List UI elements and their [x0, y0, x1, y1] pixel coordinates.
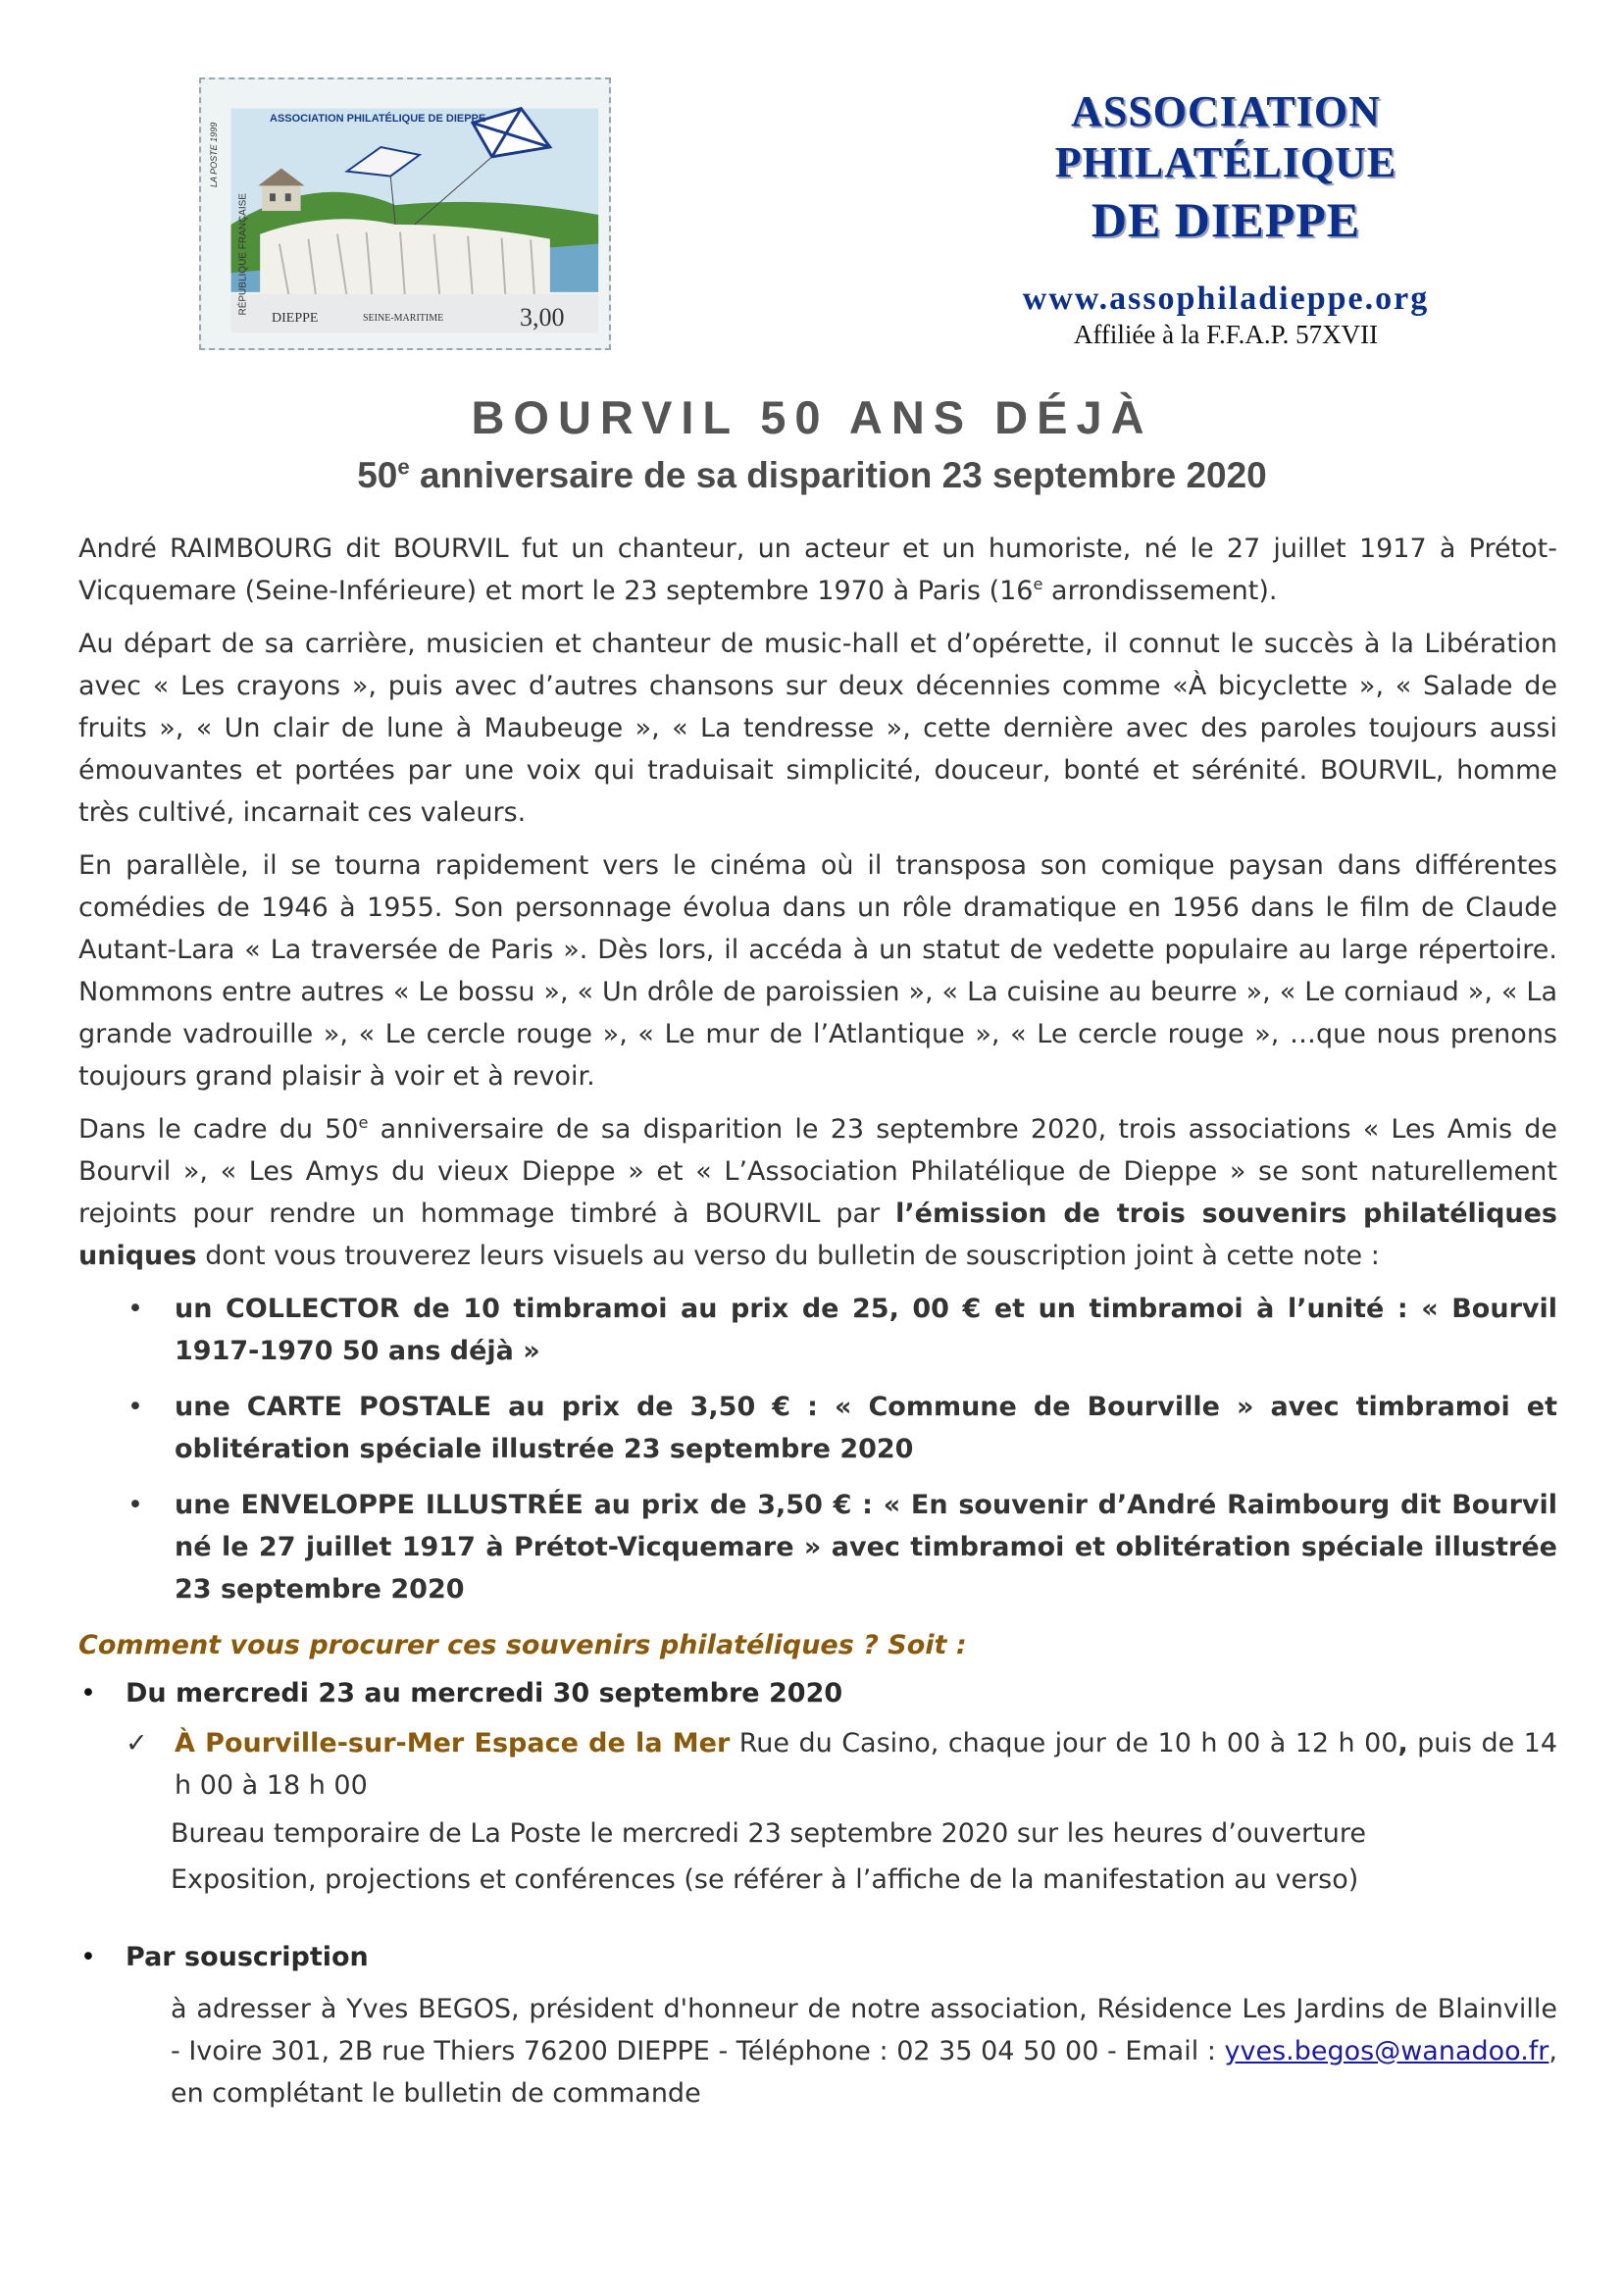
offers-list: [78, 1288, 1557, 1610]
event-post-office: Bureau temporaire de La Poste le mercredi 23 septembre 2020 sur les heures d’ouverture: [171, 1818, 1366, 1849]
event-location: À Pourville-sur-Mer Espace de la Mer: [175, 1728, 731, 1759]
stamp-image: [199, 77, 611, 350]
website-link[interactable]: www.assophiladieppe.org: [1022, 280, 1430, 317]
email-link[interactable]: yves.begos@wanadoo.fr: [1224, 2036, 1549, 2066]
association-name-line3: DE DIEPPE: [1091, 192, 1361, 247]
how-to-get-heading: Comment vous procurer ces souvenirs philatéliques ? Soit :: [78, 1630, 967, 1660]
checkmark-icon: ✓: [126, 1728, 148, 1759]
offer-collector: • un COLLECTOR de 10 timbramoi au prix de 25, 00 € et un timbramoi à l’unité : « Bourvil 1917-1970 50 ans déjà »: [78, 1288, 1557, 1372]
event-hours-afternoon: puis de 14 h 00 à 18 h 00: [175, 1728, 1558, 1801]
offer-postcard: • une CARTE POSTALE au prix de 3,50 € : « Commune de Bourville » avec timbramoi et oblitération spéciale illustrée 23 septembre 2020: [78, 1386, 1557, 1470]
paragraph-anniversary: Dans le cadre du 50e anniversaire de sa disparition le 23 septembre 2020, trois associations « Les Amis de Bourvil », « Les Amys du vieux Dieppe » et « L’Association Philatélique de Dieppe » se sont naturellement rejoints pour rendre un hommage timbré à BOURVIL par l’émission de trois souvenirs philatéliques uniques dont vous trouverez leurs visuels au verso du bulletin de souscription joint à cette note :: [78, 1113, 1557, 1271]
association-name-line1: ASSOCIATION: [1071, 87, 1381, 135]
section-subscription-title: • Par souscription: [78, 1936, 1557, 1978]
paragraph-career: Au départ de sa carrière, musicien et chanteur de music-hall et d’opérette, il connut le succès à la Libération avec « Les crayons », puis avec d’autres chansons sur deux décennies comme «À bicyclette », « Salade de fruits », « Un clair de lune à Maubeuge », « La tendresse », cette dernière avec des paroles toujours aussi émouvantes et portées par une voix qui traduisait simplicité, douceur, bonté et sérénité. BOURVIL, homme très cultivé, incarnait ces valeurs.: [78, 629, 1557, 828]
association-name-line2: PHILATÉLIQUE: [1054, 138, 1397, 186]
document-body: [78, 528, 1557, 2118]
page-subtitle: 50e anniversaire de sa disparition 23 septembre 2020: [357, 454, 1267, 495]
stamp-side-text: RÉPUBLIQUE FRANÇAISE: [237, 193, 249, 316]
stamp-caption: ASSOCIATION PHILATÉLIQUE DE DIEPPE: [270, 113, 486, 125]
page-title: BOURVIL 50 ANS DÉJÀ: [471, 391, 1153, 443]
event-location-item: ✓ À Pourville-sur-Mer Espace de la Mer Rue du Casino, chaque jour de 10 h 00 à 12 h 00, puis de 14 h 00 à 18 h 00: [78, 1722, 1557, 1807]
paragraph-intro: André RAIMBOURG dit BOURVIL fut un chanteur, un acteur et un humoriste, né le 27 juillet 1917 à Prétot-Vicquemare (Seine-Inférieure) et mort le 23 septembre 1970 à Paris (16e arrondissement).: [78, 534, 1557, 606]
paragraph-cinema: En parallèle, il se tourna rapidement vers le cinéma où il transposa son comique paysan dans différentes comédies de 1946 à 1955. Son personnage évolua dans un rôle dramatique en 1956 dans le film de Claude Autant-Lara « La traversée de Paris ». Dès lors, il accéda à un statut de vedette populaire au large répertoire. Nommons entre autres « Le bossu », « Un drôle de paroissien », « La cuisine au beurre », « Le corniaud », « La grande vadrouille », « Le cercle rouge », « Le mur de l’Atlantique », « Le cercle rouge », …que nous prenons toujours grand plaisir à voir et à revoir.: [78, 850, 1557, 1092]
offer-envelope: • une ENVELOPPE ILLUSTRÉE au prix de 3,50 € : « En souvenir d’André Raimbourg dit Bourvil né le 27 juillet 1917 à Prétot-Vicquemare » avec timbramoi et oblitération spéciale illustrée 23 septembre 2020: [78, 1484, 1557, 1610]
stamp-region: SEINE-MARITIME: [363, 313, 444, 324]
event-hours: Rue du Casino, chaque jour de 10 h 00 à 12 h 00: [730, 1728, 1398, 1759]
stamp-place: DIEPPE: [272, 311, 319, 326]
section-dates-title: • Du mercredi 23 au mercredi 30 septembre 2020: [78, 1672, 1557, 1714]
stamp-year-text: LA POSTE 1999: [209, 122, 219, 187]
subscription-text: à adresser à Yves BEGOS, président d'honneur de notre association, Résidence Les Jardins de Blainville - Ivoire 301, 2B rue Thiers 76200 DIEPPE - Téléphone : 02 35 04 50 00 - Email : yves.begos@wanadoo.fr, en complétant le bulletin de commande: [171, 1994, 1557, 2109]
affiliation-text: Affiliée à la F.F.A.P. 57XVII: [1073, 320, 1379, 349]
event-exhibition: Exposition, projections et conférences (se référer à l’affiche de la manifestation au verso): [171, 1864, 1359, 1895]
association-name: [941, 86, 1510, 251]
stamp-value: 3,00: [520, 303, 565, 331]
